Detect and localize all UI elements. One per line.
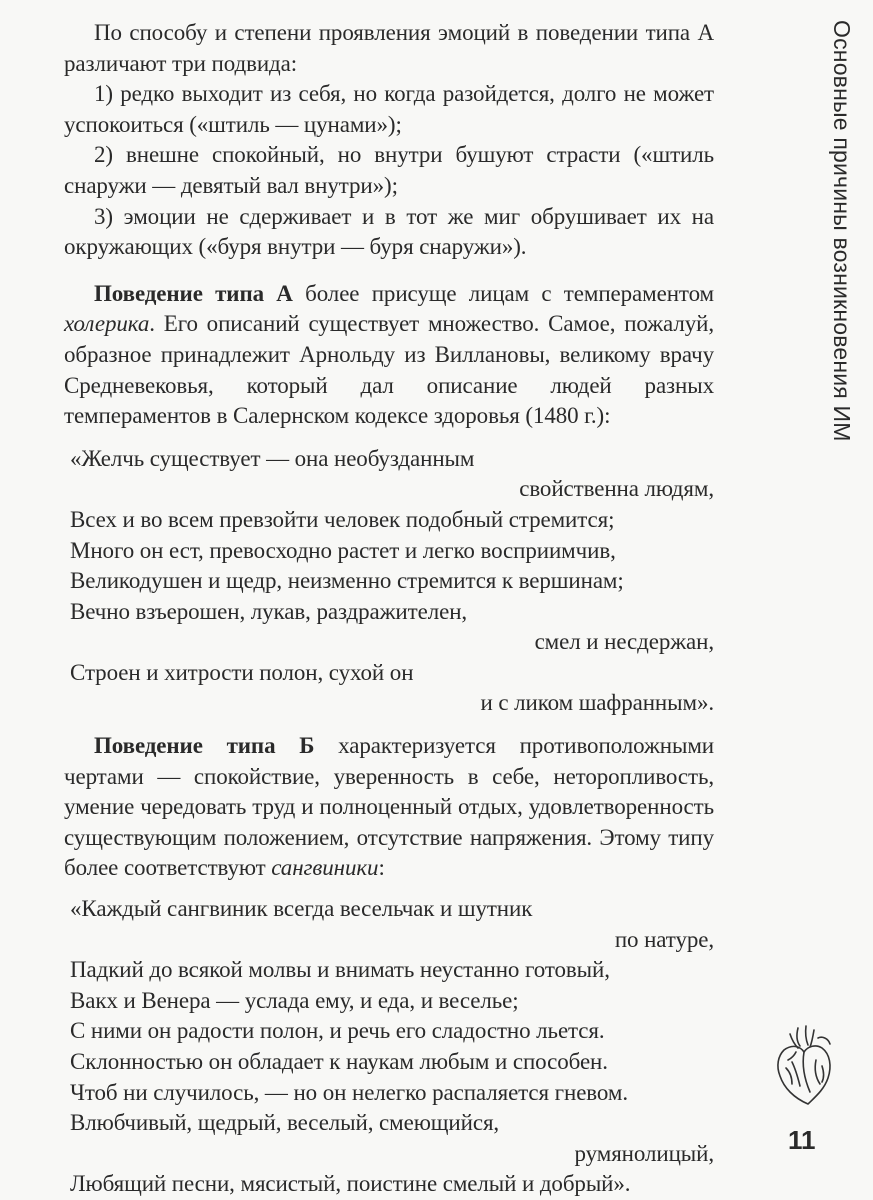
intro-paragraph: По способу и степени проявления эмоций в поведении типа А различают три подвида: xyxy=(64,20,714,76)
verse-sanguine xyxy=(64,894,714,1200)
verse-line: Падкий до всякой молвы и внимать неустанно готовый, xyxy=(70,957,610,983)
verse-line: Склонностью он обладает к наукам любым и способен. xyxy=(70,1049,608,1074)
verse-line: С ними он радости полон, и речь его сладостно льется. xyxy=(70,1018,605,1044)
verse-choleric xyxy=(64,444,714,719)
type-b-heading: Поведение типа Б xyxy=(94,733,315,759)
verse-line: «Желчь существует — она необузданным xyxy=(70,445,475,471)
verse-line: Великодушен и щедр, неизменно стремится к вершинам; xyxy=(70,568,624,594)
verse-line-continuation: и с ликом шафранным». xyxy=(480,690,714,716)
sanguine-term: сангвиники xyxy=(271,855,379,881)
heart-icon xyxy=(770,1022,838,1108)
subtype-item-3: 3) эмоции не сдерживает и в тот же миг обрушивает их на окружающих («буря внутри — буря снаружи»). xyxy=(64,203,714,260)
type-a-heading: Поведение типа А xyxy=(94,280,293,306)
verse-line: «Каждый сангвиник всегда весельчак и шутник xyxy=(70,896,533,922)
verse-line: Чтоб ни случилось, — но он нелегко распаляется гневом. xyxy=(70,1079,628,1105)
type-a-paragraph: Поведение типа А более присуще лицам с темпераментом холерика. Его описаний существует множество. Самое, пожалуй, образное принадлежит Арнольду из Виллановы, великому врачу Средневековья, который дал описание людей разных темпераментов в Салернском кодексе здоровья (1480 г.): xyxy=(64,280,714,429)
verse-line: Строен и хитрости полон, сухой он xyxy=(70,659,414,685)
verse-line: Много он ест, превосходно растет и легко восприимчив, xyxy=(70,537,616,563)
verse-line-continuation: смел и несдержан, xyxy=(534,629,714,655)
verse-line: Любящий песни, мясистый, поистине смелый и добрый». xyxy=(70,1171,631,1197)
type-b-paragraph: Поведение типа Б характеризуется противоположными чертами — спокойствие, уверенность в себе, неторопливость, умение чередовать труд и полноценный отдых, удовлетворенность существующим положением, отсутствие напряжения. Этому типу более соответствуют сангвиники: xyxy=(64,733,714,881)
verse-line: Всех и во всем превзойти человек подобный стремится; xyxy=(70,506,615,532)
choleric-term: холерика xyxy=(64,311,150,337)
verse-line: Вечно взъерошен, лукав, раздражителен, xyxy=(70,598,468,624)
running-head-vertical: Основные причины возникновения ИМ xyxy=(829,20,855,442)
page-number: 11 xyxy=(788,1125,816,1155)
verse-line-continuation: по натуре, xyxy=(614,926,714,952)
verse-line: Влюбчивый, щедрый, веселый, смеющийся, xyxy=(70,1110,500,1136)
verse-line-continuation: свойственна людям, xyxy=(519,476,714,502)
subtype-item-2: 2) внешне спокойный, но внутри бушуют страсти («штиль снаружи — девятый вал внутри»); xyxy=(64,142,714,198)
page-body xyxy=(64,18,714,1200)
verse-line: Вакх и Венера — услада ему, и еда, и веселье; xyxy=(70,987,519,1013)
verse-line-continuation: румянолицый, xyxy=(574,1140,714,1166)
subtype-item-1: 1) редко выходит из себя, но когда разойдется, долго не может успокоиться («штиль — цунами»); xyxy=(64,81,714,137)
